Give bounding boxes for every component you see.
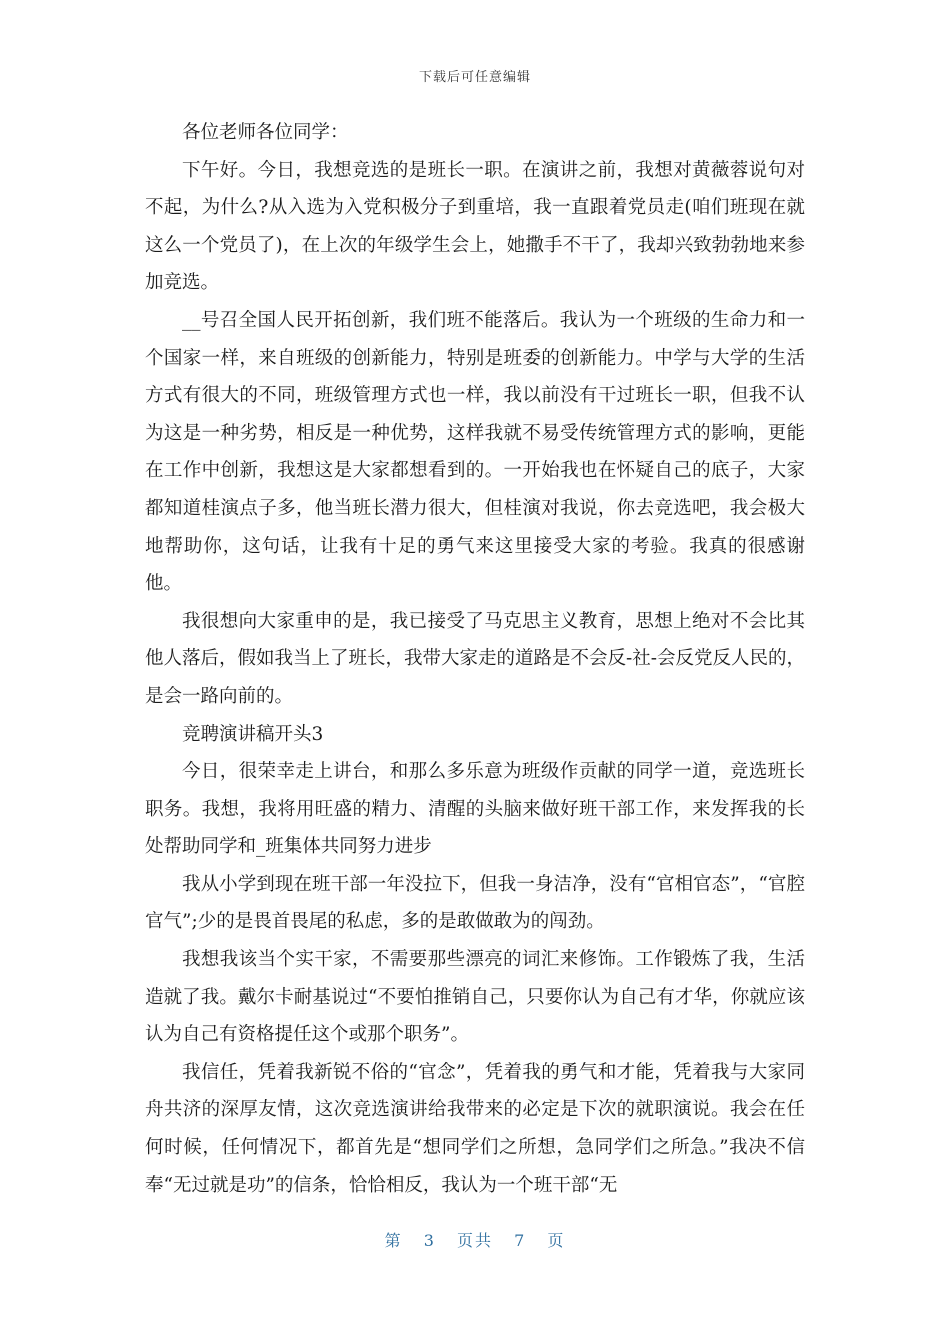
salutation: 各位老师各位同学： [182,122,349,143]
paragraph: 我信任，凭着我新锐不俗的“官念”，凭着我的勇气和才能，凭着我与大家同舟共济的深厚友情，这次竞选演讲给我带来的必定是下次的就职演说。我会在任何时候，任何情况下，都首先是“想同学们之所想，急同学们之所急。”我决不信奉“无过就是功”的信条，恰恰相反，我认为一个班干部“无 [145,1061,805,1196]
section-heading: 竞聘演讲稿开头3 [182,723,324,745]
paragraph: 下午好。今日，我想竞选的是班长一职。在演讲之前，我想对黄薇蓉说句对不起，为什么?从入选为入党积极分子到重培，我一直跟着党员走(咱们班现在就这么一个党员了)，在上次的年级学生会上，她撒手不干了，我却兴致勃勃地来参加竞选。 [145,159,805,294]
page-number-footer: 第 3 页共 7 页 [384,1231,566,1250]
paragraph: 我很想向大家重申的是，我已接受了马克思主义教育，思想上绝对不会比其他人落后，假如我当上了班长，我带大家走的道路是不会反-社-会反党反人民的，是会一路向前的。 [145,610,806,707]
paragraph: 我想我该当个实干家，不需要那些漂亮的词汇来修饰。工作锻炼了我，生活造就了我。戴尔卡耐基说过“不要怕推销自己，只要你认为自己有才华，你就应该认为自己有资格提任这个或那个职务”。 [145,949,805,1046]
paragraph: __号召全国人民开拓创新，我们班不能落后。我认为一个班级的生命力和一个国家一样，来自班级的创新能力，特别是班委的创新能力。中学与大学的生活方式有很大的不同，班级管理方式也一样，我以前没有干过班长一职，但我不认为这是一种劣势，相反是一种优势，这样我就不易受传统管理方式的影响，更能在工作中创新，我想这是大家都想看到的。一开始我也在怀疑自己的底子，大家都知道桂演点子多，他当班长潜力很大，但桂演对我说，你去竞选吧，我会极大地帮助你，这句话，让我有十足的勇气来这里接受大家的考验。我真的很感谢他。 [145,309,805,595]
page-header: 下载后可任意编辑 [418,70,531,85]
paragraph: 我从小学到现在班干部一年没拉下，但我一身洁净，没有“官相官态”，“官腔官气”;少的是畏首畏尾的私虑，多的是敢做敢为的闯劲。 [145,873,805,933]
paragraph: 今日，很荣幸走上讲台，和那么多乐意为班级作贡献的同学一道，竞选班长职务。我想，我将用旺盛的精力、清醒的头脑来做好班干部工作，来发挥我的长处帮助同学和_班集体共同努力进步 [145,761,805,858]
document-body [145,114,805,1204]
